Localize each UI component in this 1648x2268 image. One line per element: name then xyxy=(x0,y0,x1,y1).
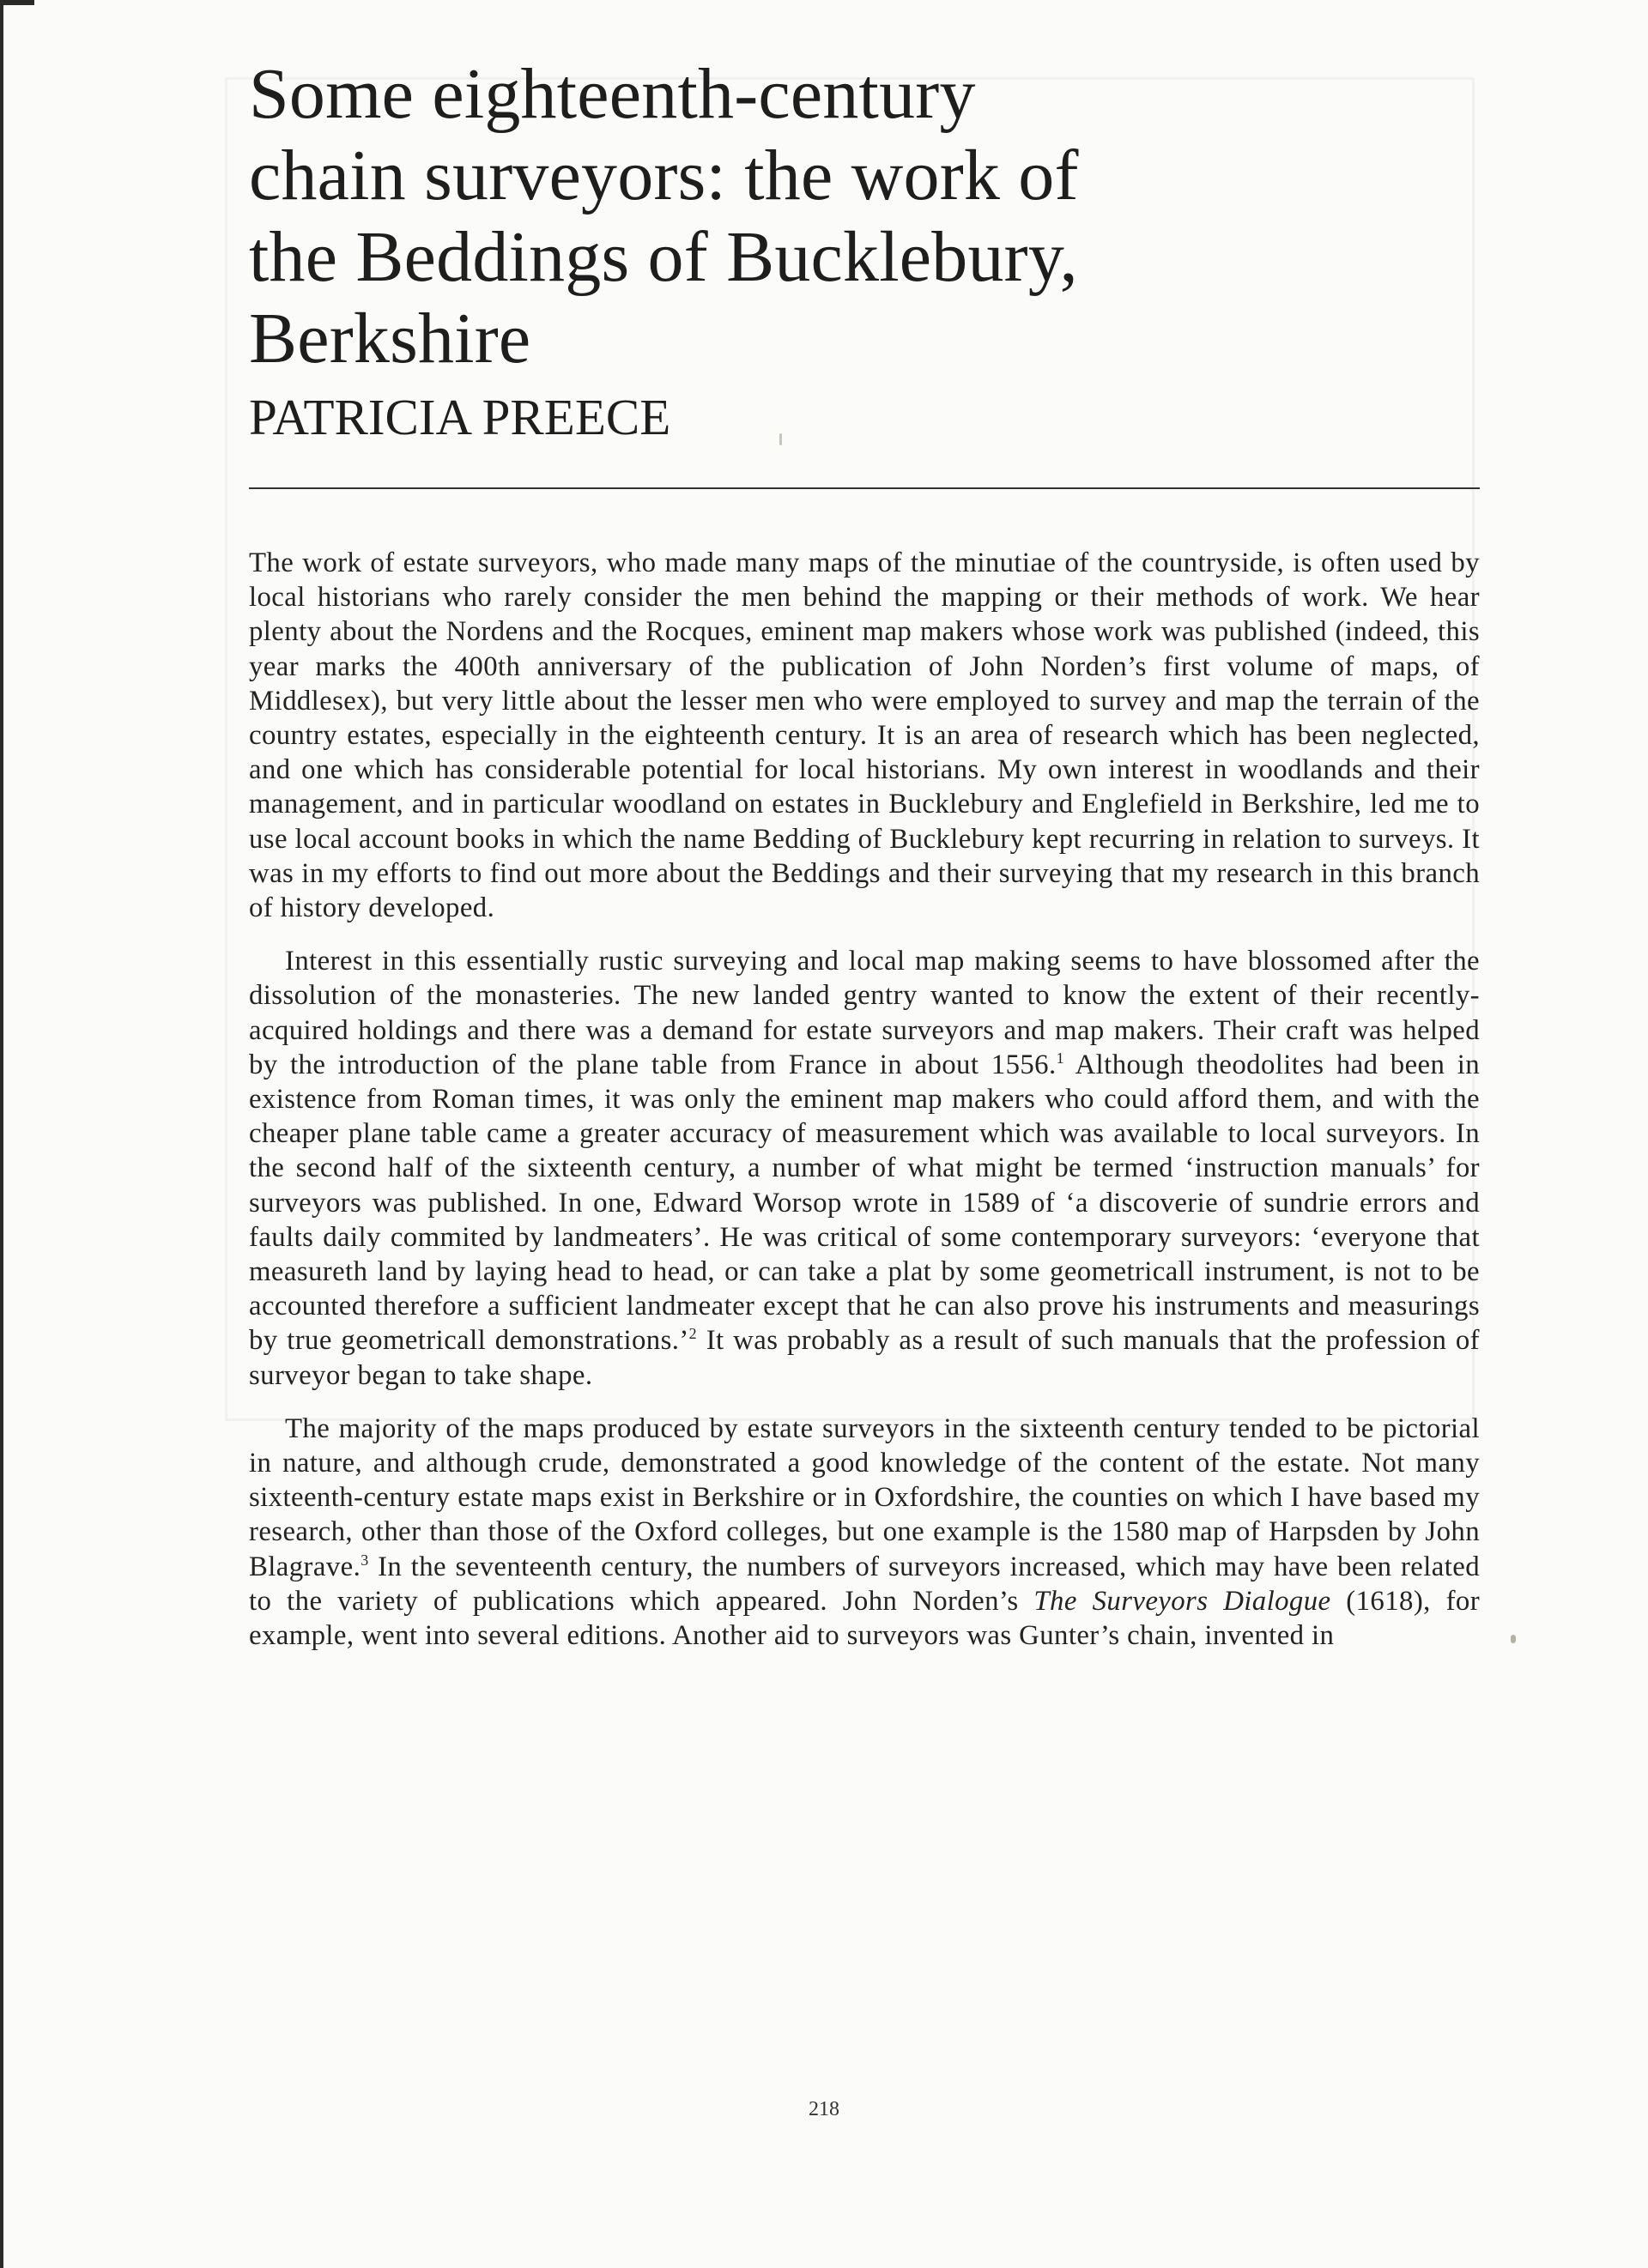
footnote-marker: 3 xyxy=(360,1551,369,1569)
book-title: The Surveyors Dialogue xyxy=(1033,1585,1331,1617)
paragraph-text: (1618), for example, went into several editions. Another aid to surveyors was Gunter’s chain, invented in xyxy=(249,1585,1481,1652)
article-title xyxy=(249,53,1480,379)
paragraph-text: In the seventeenth century, the numbers of surveyors increased, which may have been related to the variety of publications which appeared. John Norden’s xyxy=(249,1551,1480,1617)
paragraph-text: Although theodolites had been in existence from Roman times, it was only the eminent map makers who could afford them, and with the cheaper plane table came a greater accuracy of measurement which was available to local surveyors. In the second half of the sixteenth century, a number of what might be termed ‘instruction manuals’ for surveyors was published. In one, Edward Worsop wrote in 1589 of ‘a discoverie of sundrie errors and faults daily commited by landmeaters’. He was critical of some contemporary surveyors: ‘everyone that measureth land by laying head to head, or can take a plat by some geometricall instrument, is not to be accounted therefore a sufficient landmeater except that he can also prove his instruments and measurings by true geometricall demonstrations.’ xyxy=(249,1049,1481,1357)
title-line: Berkshire xyxy=(249,299,531,378)
footnote-marker: 2 xyxy=(688,1325,698,1343)
paragraph-text: The work of estate surveyors, who made many maps of the minutiae of the countryside, is often used by local historians who rarely consider the men behind the mapping or their methods of work. We hear plenty about the Nordens and the Rocques, eminent map makers whose work was published (indeed, this year marks the 400th anniversary of the publication of John Norden’s first volume of maps, of Middlesex), but very little about the lesser men who were employed to survey and map the terrain of the country estates, especially in the eighteenth century. It is an area of research which has been neglected, and one which has considerable potential for local historians. My own interest in woodlands and their management, and in particular woodland on estates in Bucklebury and Englefield in Berkshire, led me to use local account books in which the name Bedding of Bucklebury kept recurring in relation to surveys. It was in my efforts to find out more about the Beddings and their surveying that my research in this branch of history developed. xyxy=(249,547,1480,924)
title-rule xyxy=(249,487,1480,489)
scan-speck xyxy=(1511,1635,1516,1643)
paragraph-text: The majority of the maps produced by estate surveyors in the sixteenth century tended to be pictorial in nature, and although crude, demonstrated a good knowledge of the content of the estate. Not many sixteenth-century estate maps exist in Berkshire or in Oxfordshire, the counties on which I have based my research, other than those of the Oxford colleges, but one example is the 1580 map of Harpsden by John Blagrave. xyxy=(249,1412,1480,1582)
article-body xyxy=(249,546,1480,1653)
footnote-marker: 1 xyxy=(1056,1049,1064,1067)
paragraph-1 xyxy=(249,546,1480,925)
paragraph-2 xyxy=(249,944,1480,1393)
title-line: Some eighteenth-century xyxy=(249,54,976,134)
page-number: 218 xyxy=(809,2098,839,2120)
scan-edge-left xyxy=(0,0,3,2268)
paragraph-text: It was probably as a result of such manuals that the profession of surveyor began to take shape. xyxy=(249,1325,1481,1391)
title-line: chain surveyors: the work of xyxy=(249,136,1079,215)
scan-edge-top xyxy=(0,0,34,5)
paragraph-text: Interest in this essentially rustic surveying and local map making seems to have blossomed after the dissolution of the monasteries. The new landed gentry wanted to know the extent of their recently-acquired holdings and there was a demand for estate surveyors and map makers. Their craft was helped by the introduction of the plane table from France in about 1556. xyxy=(249,946,1480,1080)
article-page xyxy=(249,53,1480,1653)
article-author: PATRICIA PREECE xyxy=(249,389,671,445)
paragraph-3 xyxy=(249,1412,1480,1653)
title-line: the Beddings of Bucklebury, xyxy=(249,217,1078,297)
